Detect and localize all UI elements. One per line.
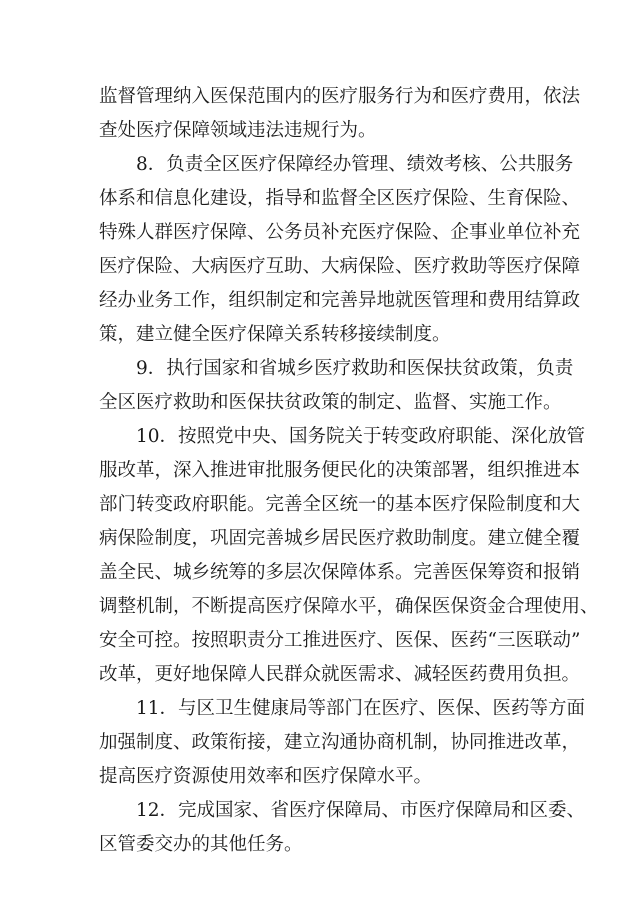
paragraph-first-line xyxy=(0,148,635,182)
text-line xyxy=(0,522,635,556)
text-line-content: 11．与区卫生健康局等部门在医疗、医保、医药等方面 xyxy=(136,698,586,719)
text-line xyxy=(0,318,635,352)
text-line xyxy=(0,216,635,250)
text-line xyxy=(0,182,635,216)
text-line xyxy=(0,284,635,318)
text-line-content: 查处医疗保障领域违法违规行为。 xyxy=(99,120,377,141)
text-line-content: 监督管理纳入医保范围内的医疗服务行为和医疗费用，依法 xyxy=(99,86,581,107)
text-line xyxy=(0,454,635,488)
text-line-content: 改革，更好地保障人民群众就医需求、减轻医药费用负担。 xyxy=(99,664,581,685)
text-line-content: 策，建立健全医疗保障关系转移接续制度。 xyxy=(99,324,451,345)
text-line-content: 医疗保险、大病医疗互助、大病保险、医疗救助等医疗保障 xyxy=(99,256,581,277)
paragraph-first-line xyxy=(0,692,635,726)
text-line xyxy=(0,590,635,624)
text-line-content: 服改革，深入推进审批服务便民化的决策部署，组织推进本 xyxy=(99,460,581,481)
text-line-content: 全区医疗救助和医保扶贫政策的制定、监督、实施工作。 xyxy=(99,392,562,413)
text-line-content: 提高医疗资源使用效率和医疗保障水平。 xyxy=(99,766,433,787)
text-line-content: 安全可控。按照职责分工推进医疗、医保、医药“三医联动” xyxy=(99,630,581,651)
paragraph-first-line xyxy=(0,794,635,828)
text-line-content: 12．完成国家、省医疗保障局、市医疗保障局和区委、 xyxy=(136,800,586,821)
text-line xyxy=(0,760,635,794)
text-line xyxy=(0,114,635,148)
text-line-content: 病保险制度，巩固完善城乡居民医疗救助制度。建立健全覆 xyxy=(99,528,581,549)
text-line xyxy=(0,556,635,590)
text-line xyxy=(0,726,635,760)
text-line xyxy=(0,80,635,114)
text-line xyxy=(0,250,635,284)
text-line-content: 调整机制，不断提高医疗保障水平，确保医保资金合理使用、 xyxy=(99,596,599,617)
text-line xyxy=(0,658,635,692)
text-line-content: 加强制度、政策衔接，建立沟通协商机制，协同推进改革， xyxy=(99,732,581,753)
text-line xyxy=(0,624,635,658)
text-line-content: 部门转变政府职能。完善全区统一的基本医疗保险制度和大 xyxy=(99,494,581,515)
text-line xyxy=(0,488,635,522)
text-line-content: 特殊人群医疗保障、公务员补充医疗保险、企事业单位补充 xyxy=(99,222,581,243)
text-line-content: 体系和信息化建设，指导和监督全区医疗保险、生育保险、 xyxy=(99,188,581,209)
text-line xyxy=(0,828,635,862)
text-line-content: 8．负责全区医疗保障经办管理、绩效考核、公共服务 xyxy=(136,154,574,175)
text-line-content: 盖全民、城乡统筹的多层次保障体系。完善医保筹资和报销 xyxy=(99,562,581,583)
text-line-content: 经办业务工作，组织制定和完善异地就医管理和费用结算政 xyxy=(99,290,581,311)
text-line xyxy=(0,386,635,420)
text-line-content: 区管委交办的其他任务。 xyxy=(99,834,303,855)
text-line-content: 10．按照党中央、国务院关于转变政府职能、深化放管 xyxy=(136,426,586,447)
text-line-content: 9．执行国家和省城乡医疗救助和医保扶贫政策，负责 xyxy=(136,358,574,379)
paragraph-first-line xyxy=(0,420,635,454)
paragraph-first-line xyxy=(0,352,635,386)
